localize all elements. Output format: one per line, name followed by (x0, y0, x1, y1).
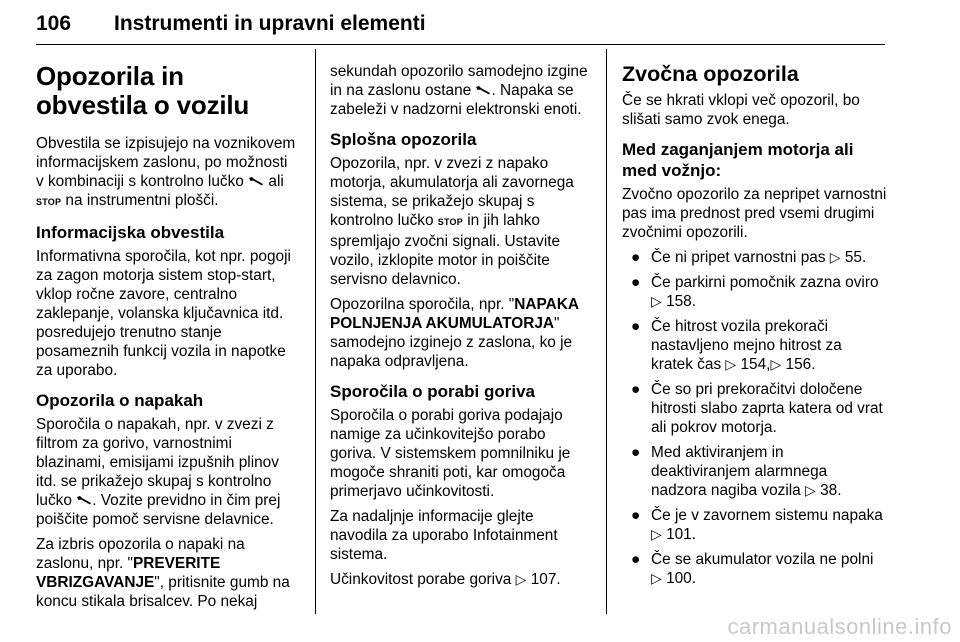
list-item-text: Če je v zavornem sistemu napaka (651, 507, 883, 524)
heading-general-warnings: Splošna opozorila (330, 130, 477, 149)
column-divider-1 (315, 49, 316, 614)
wrench-icon (76, 492, 92, 509)
stop-icon: STOP (36, 197, 62, 207)
fuel-paragraph-1: Sporočila o porabi goriva podajajo namige za učinkovitejšo porabo goriva. V sistemskem pomnilniku je mogoče shraniti poti, kar omogoča primerjavo učinkovitosti. (330, 407, 571, 500)
ref-arrow-icon: ▷ (725, 356, 737, 372)
page-reference[interactable]: 100. (666, 570, 697, 587)
column-2 (330, 62, 592, 595)
ref-arrow-icon: ▷ (651, 526, 662, 542)
stop-icon: STOP (437, 217, 463, 227)
intro-paragraph: Obvestila se izpisujejo na voznikovem informacijskem zaslonu, po možnosti v kombinaciji s kontrolno lučko ali STOP na instrumentni plošči. (36, 135, 296, 209)
running-title: Instrumenti in upravni elementi (114, 12, 426, 35)
list-item (622, 550, 887, 588)
list-item (622, 317, 887, 374)
acoustic-intro: Če se hkrati vklopi več opozoril, bo slišati samo zvok enega. (622, 92, 860, 128)
bullet-icon: ● (631, 274, 641, 291)
acoustic-warning-list (622, 248, 887, 588)
page-reference[interactable]: 55. (844, 249, 867, 266)
ref-arrow-icon: ▷ (651, 570, 662, 586)
list-item-text: Če se akumulator vozila ne polni (651, 551, 874, 568)
bullet-icon: ● (631, 318, 641, 335)
page-reference[interactable]: 158. (666, 293, 697, 310)
page-reference[interactable]: 156. (785, 356, 816, 373)
fault-paragraph-2: Za izbris opozorila o napaki na zaslonu, npr. "PREVERITE VBRIZGAVANJE", pritisnite gumb na koncu stikala brisalcev. Po nekaj (36, 536, 290, 610)
heading-fuel-messages: Sporočila o porabi goriva (330, 382, 535, 401)
list-item (622, 380, 887, 437)
list-item (622, 248, 887, 267)
fault-paragraph-1: Sporočila o napakah, npr. v zvezi z filtrom za gorivo, varnostnimi blazinami, emisijami izpušnih plinov itd. se prikažejo skupaj s kontrolno lučko . Vozite previdno in čim prej poiščite pomoč servisne delavnice. (36, 416, 281, 528)
column-divider-2 (606, 49, 607, 614)
ref-arrow-icon: ▷ (515, 571, 527, 587)
list-item-text: Če hitrost vozila prekorači nastavljeno mejno hitrost za kratek čas (651, 318, 842, 373)
ref-arrow-icon: ▷ (829, 249, 841, 265)
wrench-icon (248, 173, 264, 190)
heading-info-messages: Informacijska obvestila (36, 223, 225, 242)
general-paragraph-1: Opozorila, npr. v zvezi z napako motorja, akumulatorja ali zavornega sistema, se prikažejo skupaj s kontrolno lučko STOP in jih lahko spremljajo zvočni signali. Ustavite vozilo, izklopite motor in poiščite servisno delavnico. (330, 155, 574, 288)
ref-arrow-icon: ▷ (805, 482, 816, 498)
column-3 (622, 62, 887, 594)
page-number: 106 (36, 12, 72, 35)
list-item-text: Če so pri prekoračitvi določene hitrosti slabo zaprta katera od vrat ali pokrov motorja. (651, 381, 883, 436)
ref-arrow-icon: ▷ (651, 293, 662, 309)
bullet-icon: ● (631, 444, 641, 461)
ref-arrow-icon: ▷ (770, 356, 782, 372)
section-title-acoustic: Zvočna opozorila (622, 62, 799, 86)
page-reference[interactable]: 101. (666, 526, 697, 543)
info-paragraph: Informativna sporočila, kot npr. pogoji za zagon motorja sistem stop-start, vklop ročne zavore, centralno zaklepanje, volanska ključavnica itd. posredujejo trenutno stanje posameznih funkcij vozila in napotke za uporabo. (36, 248, 291, 379)
wrench-icon (475, 82, 491, 99)
list-item-text: Med aktiviranjem in deaktiviranjem alarmnega nadzora nagiba vozila (651, 444, 828, 499)
section-title-warnings: Opozorila in obvestila o vozilu (36, 61, 250, 120)
page-reference[interactable]: 38. (820, 482, 842, 499)
driving-paragraph: Zvočno opozorilo za nepripet varnostni pas ima prednost pred vsemi drugimi zvočnimi opozorili. (622, 186, 887, 241)
bullet-icon: ● (631, 507, 641, 524)
watermark-text: carmanualsonline.info (727, 614, 952, 639)
page-header (36, 6, 885, 45)
heading-during-driving: Med zaganjanjem motorja ali med vožnjo: (622, 140, 854, 180)
list-item-text: Če ni pripet varnostni pas (651, 249, 830, 266)
page-reference[interactable]: 154, (740, 356, 771, 373)
list-item (622, 506, 887, 544)
bullet-icon: ● (631, 551, 641, 568)
list-item-text: Če parkirni pomočnik zazna oviro (651, 274, 879, 291)
list-item (622, 273, 887, 311)
bullet-icon: ● (631, 249, 641, 266)
general-paragraph-2: Opozorilna sporočila, npr. "NAPAKA POLNJENJA AKUMULATORJA" samodejno izginejo z zaslona, ko je napaka odpravljena. (330, 296, 579, 370)
continued-paragraph: sekundah opozorilo samodejno izgine in na zaslonu ostane . Napaka se zabeleži v nadzorni elektronski enoti. (330, 63, 588, 118)
column-1 (36, 62, 298, 617)
page-reference[interactable]: 107. (530, 571, 561, 588)
heading-fault-messages: Opozorila o napakah (36, 391, 204, 410)
list-item (622, 443, 887, 500)
fuel-paragraph-3: Učinkovitost porabe goriva ▷ 107. (330, 571, 561, 588)
fuel-paragraph-2: Za nadaljnje informacije glejte navodila za uporabo Infotainment sistema. (330, 508, 558, 563)
bullet-icon: ● (631, 381, 641, 398)
